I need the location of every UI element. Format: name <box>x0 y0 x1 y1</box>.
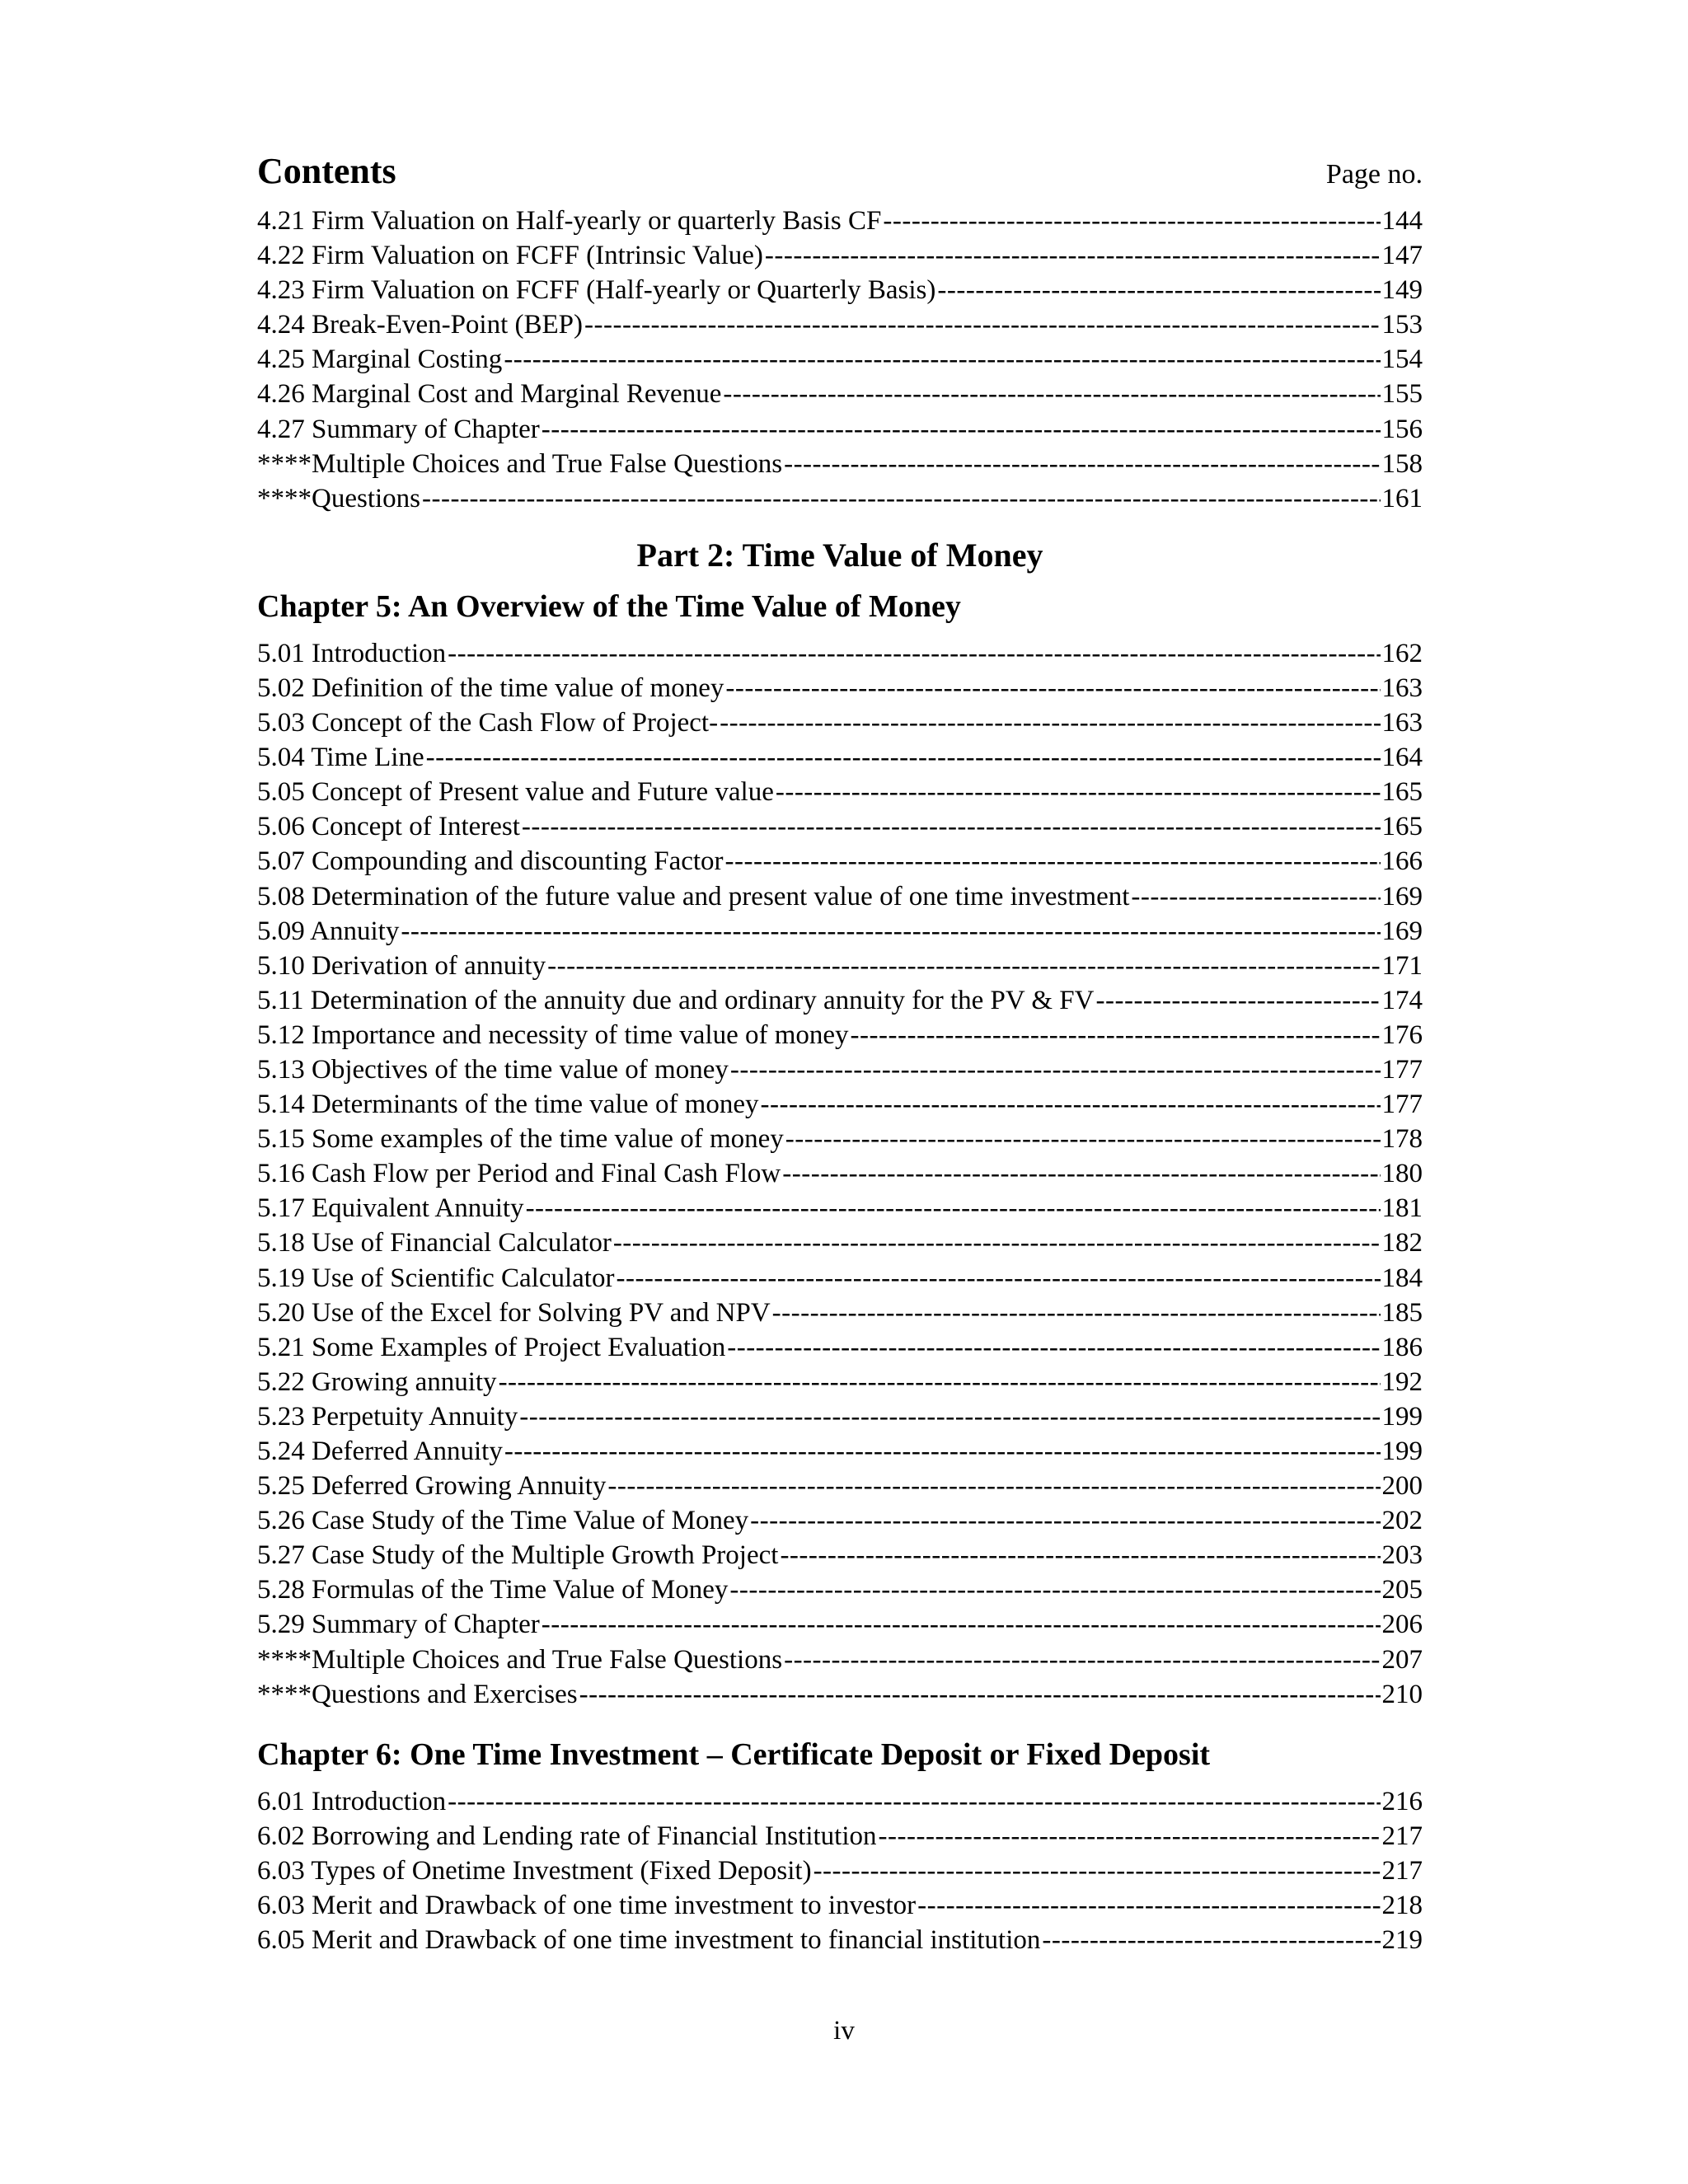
toc-entry-title: ****Multiple Choices and True False Questions <box>257 1644 783 1675</box>
toc-entry[interactable] <box>257 241 1423 275</box>
chapter6-entry-list <box>257 1787 1423 1960</box>
toc-entry-title: 5.10 Derivation of annuity <box>257 950 546 981</box>
toc-entry-title: 5.17 Equivalent Annuity <box>257 1193 524 1224</box>
toc-entry-title: 5.15 Some examples of the time value of money <box>257 1124 784 1155</box>
toc-entry-title: 5.24 Deferred Annuity <box>257 1436 503 1466</box>
toc-entry-title: 6.05 Merit and Drawback of one time investment to financial institution <box>257 1925 1041 1956</box>
toc-entry-page: 202 <box>1381 1506 1423 1536</box>
toc-entry[interactable] <box>257 1680 1423 1714</box>
toc-entry[interactable] <box>257 415 1423 449</box>
toc-entry-page: 171 <box>1381 950 1423 981</box>
toc-entry-page: 158 <box>1381 448 1423 479</box>
toc-dash-leader <box>1131 882 1380 912</box>
toc-entry-title: 5.07 Compounding and discounting Factor <box>257 846 724 877</box>
toc-entry-title: 5.18 Use of Financial Calculator <box>257 1228 612 1258</box>
toc-entry[interactable] <box>257 916 1423 951</box>
toc-dash-leader <box>613 1228 1381 1258</box>
toc-entry-page: 174 <box>1381 985 1423 1015</box>
toc-entry-page: 186 <box>1381 1332 1423 1362</box>
toc-dash-leader <box>725 673 1380 704</box>
toc-dash-leader <box>448 639 1380 669</box>
toc-entry[interactable] <box>257 344 1423 379</box>
toc-entry-page: 149 <box>1381 275 1423 306</box>
toc-entry-page: 176 <box>1381 1019 1423 1050</box>
toc-entry-page: 210 <box>1381 1679 1423 1709</box>
toc-entry-title: 5.29 Summary of Chapter <box>257 1610 540 1640</box>
toc-entry[interactable] <box>257 1159 1423 1193</box>
toc-entry[interactable] <box>257 1575 1423 1610</box>
toc-entry[interactable] <box>257 743 1423 777</box>
toc-entry-title: 5.01 Introduction <box>257 638 447 668</box>
toc-entry-title: 4.22 Firm Valuation on FCFF (Intrinsic Value) <box>257 241 763 271</box>
chapter5-entry-list <box>257 639 1423 1714</box>
toc-entry-page: 156 <box>1381 414 1423 444</box>
toc-entry[interactable] <box>257 379 1423 414</box>
toc-dash-leader <box>522 812 1381 842</box>
toc-dash-leader <box>937 275 1380 306</box>
toc-entry-title: 5.12 Importance and necessity of time value of money <box>257 1019 849 1050</box>
toc-dash-leader <box>729 1575 1380 1605</box>
toc-dash-leader <box>761 1090 1381 1120</box>
toc-entry[interactable] <box>257 1402 1423 1436</box>
contents-header <box>257 150 1423 206</box>
toc-dash-leader <box>448 1787 1380 1817</box>
contents-title: Contents <box>257 151 396 191</box>
toc-entry[interactable] <box>257 1891 1423 1925</box>
toc-dash-leader <box>814 1856 1381 1886</box>
toc-entry-page: 217 <box>1381 1855 1423 1886</box>
toc-entry-title: 5.16 Cash Flow per Period and Final Cash Flow <box>257 1159 781 1189</box>
toc-dash-leader <box>879 1821 1381 1852</box>
toc-dash-leader <box>750 1506 1380 1536</box>
toc-entry-title: ****Questions and Exercises <box>257 1679 578 1709</box>
toc-entry-title: 5.06 Concept of Interest <box>257 812 520 842</box>
toc-entry-title: 5.28 Formulas of the Time Value of Money <box>257 1575 729 1605</box>
chapter5-title: Chapter 5: An Overview of the Time Value of Money <box>257 588 961 624</box>
toc-entry-title: 4.21 Firm Valuation on Half-yearly or quarterly Basis CF <box>257 206 882 236</box>
toc-entry-title: 4.26 Marginal Cost and Marginal Revenue <box>257 379 722 410</box>
toc-entry-page: 192 <box>1381 1366 1423 1397</box>
toc-dash-leader <box>782 1159 1380 1189</box>
toc-dash-leader <box>765 241 1381 271</box>
toc-entry[interactable] <box>257 1856 1423 1891</box>
toc-entry[interactable] <box>257 1787 1423 1821</box>
toc-entry[interactable] <box>257 1298 1423 1333</box>
toc-dash-leader <box>579 1680 1381 1710</box>
toc-dash-leader <box>422 484 1381 514</box>
chapter4-entry-list <box>257 206 1423 518</box>
page-number-footer: iv <box>833 2016 855 2046</box>
toc-entry[interactable] <box>257 986 1423 1020</box>
toc-entry[interactable] <box>257 1506 1423 1540</box>
toc-entry-title: 5.23 Perpetuity Annuity <box>257 1401 518 1432</box>
toc-entry-page: 217 <box>1381 1821 1423 1851</box>
toc-entry[interactable] <box>257 1471 1423 1506</box>
toc-entry[interactable] <box>257 484 1423 518</box>
toc-entry[interactable] <box>257 812 1423 846</box>
toc-entry-title: 5.14 Determinants of the time value of money <box>257 1090 759 1120</box>
toc-dash-leader <box>1095 986 1380 1016</box>
toc-entry-page: 165 <box>1381 812 1423 842</box>
toc-dash-leader <box>401 916 1380 947</box>
toc-entry[interactable] <box>257 951 1423 986</box>
toc-entry-title: 5.13 Objectives of the time value of money <box>257 1054 729 1085</box>
toc-entry[interactable] <box>257 777 1423 812</box>
toc-entry-title: 4.23 Firm Valuation on FCFF (Half-yearly or Quarterly Basis) <box>257 275 936 306</box>
page-no-label: Page no. <box>1325 159 1423 190</box>
toc-entry-title: 6.03 Types of Onetime Investment (Fixed Deposit) <box>257 1855 812 1886</box>
toc-dash-leader <box>504 344 1380 375</box>
toc-page <box>257 150 1423 1960</box>
toc-entry-page: 182 <box>1381 1228 1423 1258</box>
toc-entry-title: 6.02 Borrowing and Lending rate of Financial Institution <box>257 1821 877 1851</box>
chapter6-title: Chapter 6: One Time Investment – Certificate Deposit or Fixed Deposit <box>257 1736 1211 1772</box>
toc-entry-title: 5.19 Use of Scientific Calculator <box>257 1263 615 1293</box>
toc-dash-leader <box>851 1020 1381 1051</box>
toc-entry[interactable] <box>257 1193 1423 1228</box>
toc-entry-page: 205 <box>1381 1575 1423 1605</box>
toc-entry-title: 5.08 Determination of the future value and present value of one time investment <box>257 881 1130 912</box>
toc-entry[interactable] <box>257 1228 1423 1263</box>
toc-entry-title: 5.03 Concept of the Cash Flow of Project- <box>257 708 719 738</box>
toc-dash-leader <box>584 310 1380 340</box>
toc-dash-leader <box>784 449 1380 480</box>
toc-entry-page: 177 <box>1381 1090 1423 1120</box>
toc-dash-leader <box>519 1402 1380 1432</box>
toc-dash-leader <box>727 1333 1380 1363</box>
toc-entry-title: 6.01 Introduction <box>257 1786 447 1816</box>
toc-entry-page: 165 <box>1381 777 1423 808</box>
toc-dash-leader <box>1042 1925 1380 1956</box>
toc-dash-leader <box>917 1891 1380 1921</box>
toc-dash-leader <box>720 708 1380 738</box>
toc-entry-title: 5.11 Determination of the annuity due and ordinary annuity for the PV & FV <box>257 985 1095 1015</box>
toc-entry-page: 200 <box>1381 1471 1423 1502</box>
toc-entry[interactable] <box>257 1610 1423 1644</box>
toc-entry[interactable] <box>257 882 1423 916</box>
toc-entry-title: 5.05 Concept of Present value and Future value <box>257 777 774 808</box>
toc-entry-page: 199 <box>1381 1436 1423 1466</box>
toc-entry-title: 5.26 Case Study of the Time Value of Money <box>257 1506 749 1536</box>
toc-dash-leader <box>776 777 1381 808</box>
toc-entry-page: 169 <box>1381 916 1423 946</box>
toc-dash-leader <box>547 951 1380 982</box>
toc-dash-leader <box>730 1055 1381 1085</box>
toc-entry[interactable] <box>257 1090 1423 1124</box>
toc-entry[interactable] <box>257 639 1423 673</box>
toc-entry[interactable] <box>257 1645 1423 1680</box>
toc-entry-title: 5.27 Case Study of the Multiple Growth Project <box>257 1540 779 1571</box>
toc-entry-title: 5.02 Definition of the time value of money <box>257 673 724 703</box>
toc-entry[interactable] <box>257 673 1423 708</box>
toc-entry-title: 5.04 Time Line <box>257 743 424 773</box>
part-title: Part 2: Time Value of Money <box>636 536 1043 574</box>
toc-entry[interactable] <box>257 1333 1423 1367</box>
toc-entry-page: 161 <box>1381 483 1423 513</box>
toc-entry-page: 154 <box>1381 344 1423 375</box>
toc-entry-page: 219 <box>1381 1925 1423 1956</box>
toc-entry-page: 164 <box>1381 743 1423 773</box>
toc-entry-page: 218 <box>1381 1891 1423 1921</box>
toc-entry-title: 5.21 Some Examples of Project Evaluation <box>257 1332 726 1362</box>
toc-entry-page: 178 <box>1381 1124 1423 1155</box>
toc-dash-leader <box>785 1124 1381 1155</box>
toc-entry-title: 4.24 Break-Even-Point (BEP) <box>257 310 584 340</box>
toc-entry[interactable] <box>257 1436 1423 1471</box>
toc-entry-page: 153 <box>1381 310 1423 340</box>
toc-entry-page: 216 <box>1381 1786 1423 1816</box>
toc-entry[interactable] <box>257 1367 1423 1402</box>
toc-entry-page: 163 <box>1381 673 1423 703</box>
toc-dash-leader <box>542 1610 1381 1640</box>
toc-entry-page: 199 <box>1381 1401 1423 1432</box>
toc-entry[interactable] <box>257 708 1423 743</box>
toc-entry[interactable] <box>257 275 1423 310</box>
toc-entry[interactable] <box>257 1263 1423 1298</box>
toc-dash-leader <box>542 415 1381 445</box>
toc-entry-page: 166 <box>1381 846 1423 877</box>
toc-entry-page: 185 <box>1381 1297 1423 1328</box>
toc-entry[interactable] <box>257 1540 1423 1575</box>
toc-dash-leader <box>723 379 1380 410</box>
toc-entry-page: 155 <box>1381 379 1423 410</box>
toc-dash-leader <box>883 206 1380 237</box>
toc-dash-leader <box>426 743 1381 773</box>
toc-dash-leader <box>784 1645 1380 1675</box>
toc-entry-page: 181 <box>1381 1193 1423 1224</box>
toc-dash-leader <box>499 1367 1381 1398</box>
toc-entry[interactable] <box>257 206 1423 241</box>
toc-entry[interactable] <box>257 1925 1423 1960</box>
toc-entry-title: ****Multiple Choices and True False Questions <box>257 448 783 479</box>
toc-entry[interactable] <box>257 1124 1423 1159</box>
toc-entry-title: 5.25 Deferred Growing Annuity <box>257 1471 607 1502</box>
toc-entry-page: 169 <box>1381 881 1423 912</box>
toc-entry[interactable] <box>257 449 1423 484</box>
toc-entry-title: 6.03 Merit and Drawback of one time investment to investor <box>257 1891 917 1921</box>
toc-entry-title: 5.20 Use of the Excel for Solving PV and NPV <box>257 1297 771 1328</box>
toc-dash-leader <box>772 1298 1381 1329</box>
toc-entry-page: 184 <box>1381 1263 1423 1293</box>
toc-entry-title: ****Questions <box>257 483 420 513</box>
toc-entry-page: 203 <box>1381 1540 1423 1571</box>
toc-entry-title: 4.25 Marginal Costing <box>257 344 503 375</box>
toc-entry-page: 207 <box>1381 1644 1423 1675</box>
toc-entry-page: 162 <box>1381 638 1423 668</box>
toc-entry[interactable] <box>257 1055 1423 1090</box>
toc-dash-leader <box>504 1436 1381 1467</box>
toc-entry[interactable] <box>257 1821 1423 1856</box>
toc-dash-leader <box>780 1540 1380 1571</box>
toc-entry-page: 177 <box>1381 1054 1423 1085</box>
toc-dash-leader <box>725 846 1381 877</box>
toc-entry-page: 163 <box>1381 708 1423 738</box>
toc-entry-page: 144 <box>1381 206 1423 236</box>
toc-dash-leader <box>607 1471 1380 1502</box>
toc-entry-page: 147 <box>1381 241 1423 271</box>
toc-entry[interactable] <box>257 1020 1423 1055</box>
toc-entry-title: 5.09 Annuity <box>257 916 400 946</box>
toc-entry-page: 180 <box>1381 1159 1423 1189</box>
toc-entry[interactable] <box>257 310 1423 344</box>
toc-entry-title: 5.22 Growing annuity <box>257 1366 497 1397</box>
toc-entry-title: 4.27 Summary of Chapter <box>257 414 540 444</box>
toc-entry[interactable] <box>257 846 1423 881</box>
toc-entry-page: 206 <box>1381 1610 1423 1640</box>
toc-dash-leader <box>616 1263 1380 1294</box>
toc-dash-leader <box>526 1193 1381 1224</box>
